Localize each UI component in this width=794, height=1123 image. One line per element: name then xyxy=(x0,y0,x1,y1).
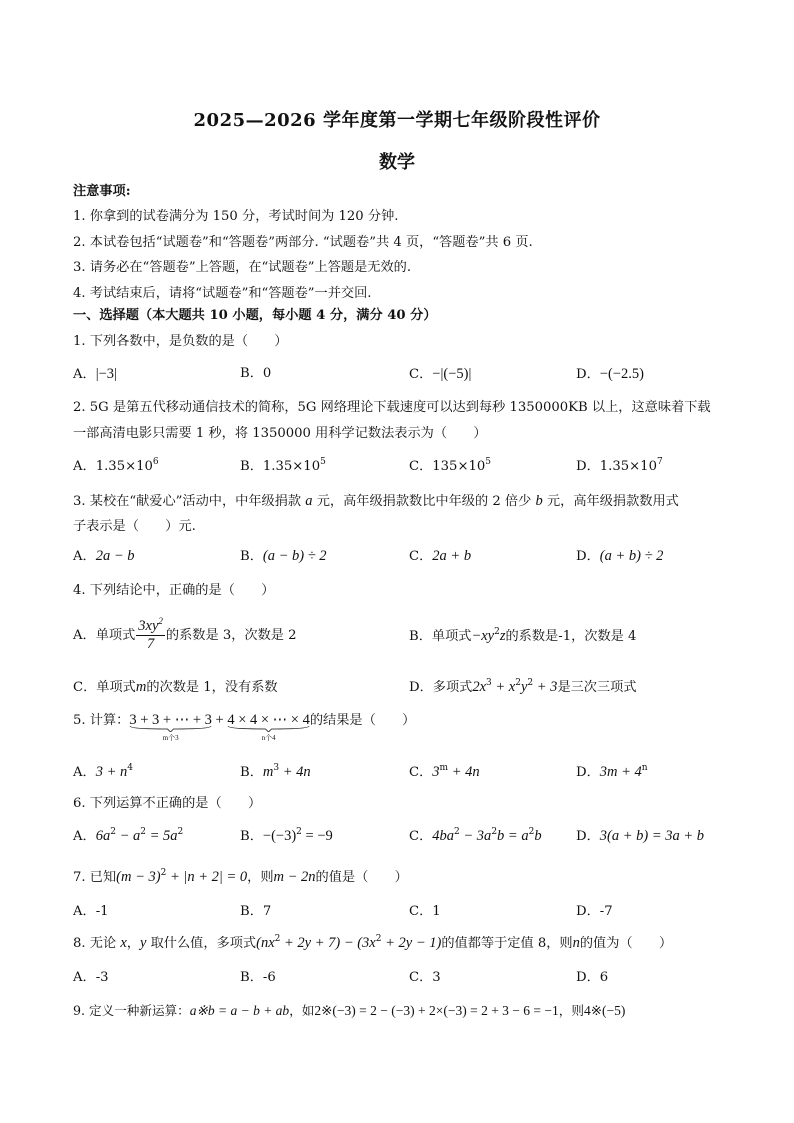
question-stem: 4. 下列结论中，正确的是（ ） xyxy=(73,583,275,598)
option-a: A．$1.35\times 10^6$ xyxy=(73,457,159,474)
option-d: D．(a + b) ÷ 2 xyxy=(576,548,664,564)
option-d: D．-7 xyxy=(576,904,613,919)
question-stem: 8. 无论 x，y 取什么值，多项式$(nx^2 + 2y + 7) - (3x^2 + 2y - 1)$的值都等于定值 8，则n的值为（ ） xyxy=(73,934,673,951)
option-c: C．−|(−5)| xyxy=(409,366,472,382)
option-d: D．多项式$2x^3 + x^2y^2 + 3$是三次三项式 xyxy=(409,678,637,695)
option-b: B．-6 xyxy=(240,970,276,985)
underbrace-icon xyxy=(129,726,212,732)
option-c: C．3 xyxy=(409,970,441,985)
option-c: C．$135\times 10^5$ xyxy=(409,457,492,474)
option-a: A．$6a^2 - a^2 = 5a^2$ xyxy=(73,827,184,844)
exam-title: 2025—2026 学年度第一学期七年级阶段性评价 xyxy=(193,110,601,131)
option-a: A．2a − b xyxy=(73,548,135,564)
option-c: C．$4ba^2 - 3a^2b = a^2b$ xyxy=(409,827,542,844)
notice-heading: 注意事项: xyxy=(73,184,131,199)
option-a: A．-1 xyxy=(73,904,109,919)
question-stem: 1. 下列各数中，是负数的是（ ） xyxy=(73,334,288,349)
notice-item: 2. 本试卷包括“试题卷”和“答题卷”两部分. “试题卷”共 4 页，“答题卷”共 6 页. xyxy=(73,235,533,250)
option-b: B．(a − b) ÷ 2 xyxy=(240,548,327,564)
option-b: B．$-(-3)^2 = -9$ xyxy=(240,827,333,844)
option-d: D．$1.35\times 10^7$ xyxy=(576,457,663,474)
underbrace-icon xyxy=(227,726,310,732)
underbrace-product: 4 × 4 × ⋯ × 4 n个4 xyxy=(227,712,310,742)
option-c: C．单项式m的次数是 1，没有系数 xyxy=(73,679,278,695)
option-b: B．7 xyxy=(240,904,272,919)
option-a: A．单项式 $\frac{3xy^2}{7}$ 的系数是 3，次数是 2 xyxy=(73,616,297,652)
option-b: B．$1.35\times 10^5$ xyxy=(240,457,326,474)
option-a: A．|−3| xyxy=(73,366,117,382)
notice-item: 1. 你拿到的试卷满分为 150 分，考试时间为 120 分钟. xyxy=(73,209,399,224)
option-d: D．6 xyxy=(576,970,609,985)
fraction: $\frac{3xy^2}{7}$ xyxy=(138,616,163,652)
question-stem: 3. 某校在“献爱心”活动中，中年级捐款 a 元，高年级捐款数比中年级的 2 倍少 b 元，高年级捐款数用式 xyxy=(73,493,679,509)
notice-item: 3. 请务必在“答题卷”上答题，在“试题卷”上答题是无效的. xyxy=(73,260,412,275)
option-c: C．1 xyxy=(409,904,441,919)
question-stem: 2. 5G 是第五代移动通信技术的简称，5G 网络理论下载速度可以达到每秒 1350000KB 以上，这意味着下载 xyxy=(73,400,711,415)
option-c: C．$3^m + 4n$ xyxy=(409,763,480,780)
option-c: C．2a + b xyxy=(409,548,472,564)
option-a: A．-3 xyxy=(73,970,109,985)
option-b: B．0 xyxy=(240,366,272,381)
option-d: D．$3m + 4^n$ xyxy=(576,763,648,780)
option-a: A．$3 + n^4$ xyxy=(73,763,133,780)
underbrace-sum: 3 + 3 + ⋯ + 3 m个3 xyxy=(129,712,212,742)
question-stem: 7. 已知$(m - 3)^2 + |n + 2| = 0$，则m − 2n的值是（ ） xyxy=(73,868,408,885)
subject-title: 数学 xyxy=(379,152,415,173)
question-stem: 9. 定义一种新运算：a※b = a − b + ab，如2※(−3) = 2 − (−3) + 2×(−3) = 2 + 3 − 6 = −1，则4※(−5) xyxy=(73,1003,626,1018)
section-heading: 一、选择题（本大题共 10 小题，每小题 4 分，满分 40 分） xyxy=(73,308,437,323)
question-stem: 一部高清电影只需要 1 秒，将 1350000 用科学记数法表示为（ ） xyxy=(73,426,487,441)
option-b: B．$m^3 + 4n$ xyxy=(240,763,311,780)
option-b: B．单项式$-xy^2z$的系数是-1，次数是 4 xyxy=(409,627,637,644)
notice-item: 4. 考试结束后，请将“试题卷”和“答题卷”一并交回. xyxy=(73,286,372,301)
option-d: D．−(−2.5) xyxy=(576,366,644,382)
question-stem: 5. 计算：3 + 3 + ⋯ + 3 m个3 + 4 × 4 × ⋯ × 4 n个4 的结果是（ ） xyxy=(73,712,416,742)
question-stem: 6. 下列运算不正确的是（ ） xyxy=(73,796,262,811)
question-stem: 子表示是（ ）元. xyxy=(73,519,196,534)
option-d: D．3(a + b) = 3a + b xyxy=(576,828,705,844)
